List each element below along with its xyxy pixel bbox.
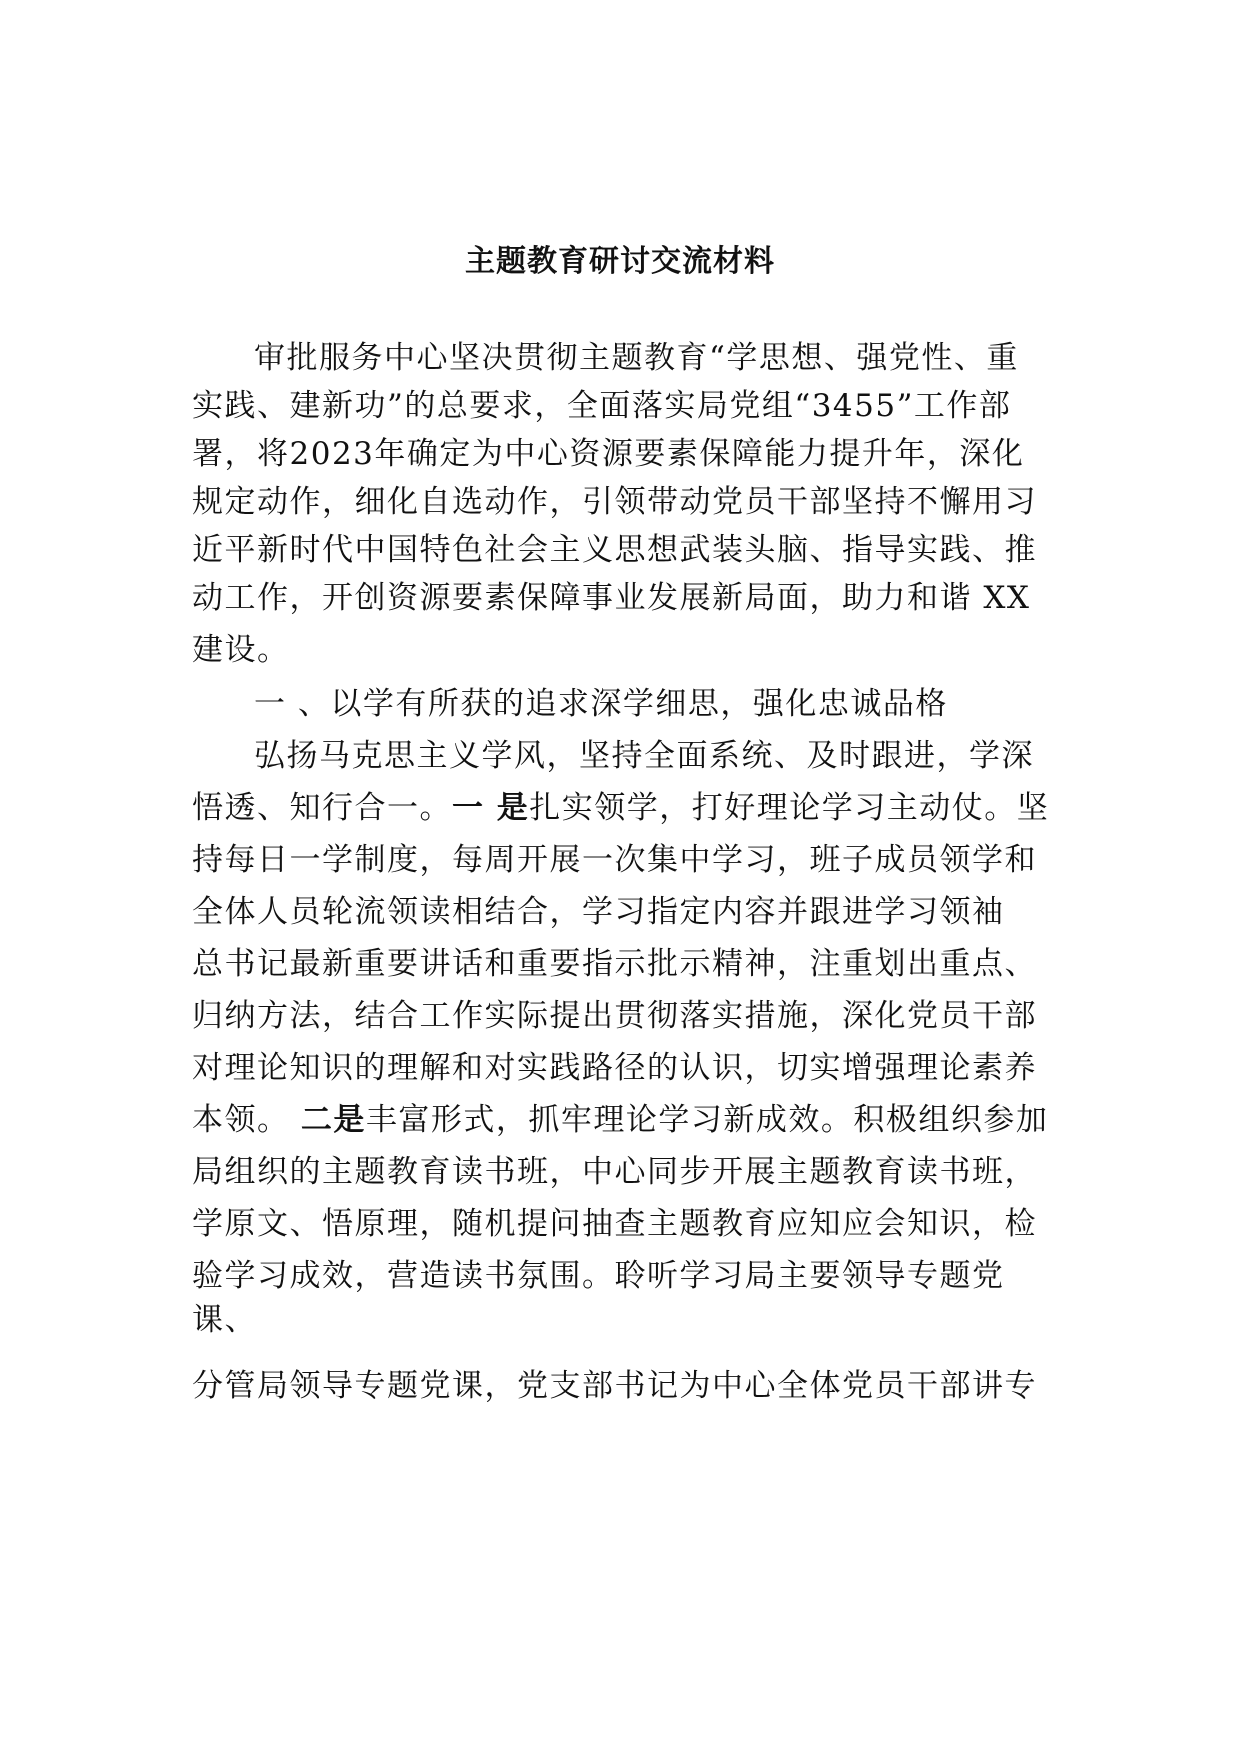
paragraph-line: 局组织的主题教育读书班，中心同步开展主题教育读书班，	[192, 1154, 1037, 1190]
paragraph-line: 课、	[192, 1302, 257, 1338]
paragraph-line: 近平新时代中国特色社会主义思想武装头脑、指导实践、推	[192, 532, 1037, 568]
paragraph-line: 规定动作，细化自选动作，引领带动党员干部坚持不懈用习	[192, 484, 1037, 520]
paragraph-line: 建设。	[192, 632, 290, 668]
bold-marker: 二是	[300, 1102, 366, 1138]
section-heading: 一 、以学有所获的追求深学细思，强化忠诚品格	[254, 686, 948, 722]
paragraph-line: 弘扬马克思主义学风，坚持全面系统、及时跟进，学深	[254, 738, 1034, 774]
paragraph-line: 审批服务中心坚决贯彻主题教育“学思想、强党性、重	[254, 340, 1019, 376]
document-title: 主题教育研讨交流材料	[465, 244, 775, 279]
paragraph-line: 验学习成效，营造读书氛围。聆听学习局主要领导专题党	[192, 1258, 1005, 1294]
paragraph-line: 动工作，开创资源要素保障事业发展新局面，助力和谐 XX	[192, 580, 1031, 616]
paragraph-line: 分管局领导专题党课，党支部书记为中心全体党员干部讲专	[192, 1368, 1037, 1404]
paragraph-line: 署，将2023年确定为中心资源要素保障能力提升年，深化	[192, 436, 1025, 472]
line-text: 本领。	[192, 1102, 301, 1138]
paragraph-line: 全体人员轮流领读相结合，学习指定内容并跟进学习领袖	[192, 894, 1005, 930]
paragraph-line: 持每日一学制度，每周开展一次集中学习，班子成员领学和	[192, 842, 1037, 878]
line-text: 扎实领学，打好理论学习主动仗。坚	[529, 790, 1050, 826]
paragraph-line	[192, 1100, 1048, 1140]
paragraph-line: 归纳方法，结合工作实际提出贯彻落实措施，深化党员干部	[192, 998, 1037, 1034]
paragraph-line: 总书记最新重要讲话和重要指示批示精神，注重划出重点、	[192, 946, 1037, 982]
bold-marker: 一 是	[452, 790, 530, 826]
paragraph-line	[192, 788, 1049, 828]
line-text: 悟透、知行合一。	[192, 790, 452, 826]
line-text: 丰富形式，抓牢理论学习新成效。积极组织参加	[365, 1102, 1049, 1138]
paragraph-line: 对理论知识的理解和对实践路径的认识，切实增强理论素养	[192, 1050, 1037, 1086]
paragraph-line: 学原文、悟原理，随机提问抽查主题教育应知应会知识，检	[192, 1206, 1037, 1242]
paragraph-line: 实践、建新功”的总要求，全面落实局党组“3455”工作部	[192, 388, 1012, 424]
